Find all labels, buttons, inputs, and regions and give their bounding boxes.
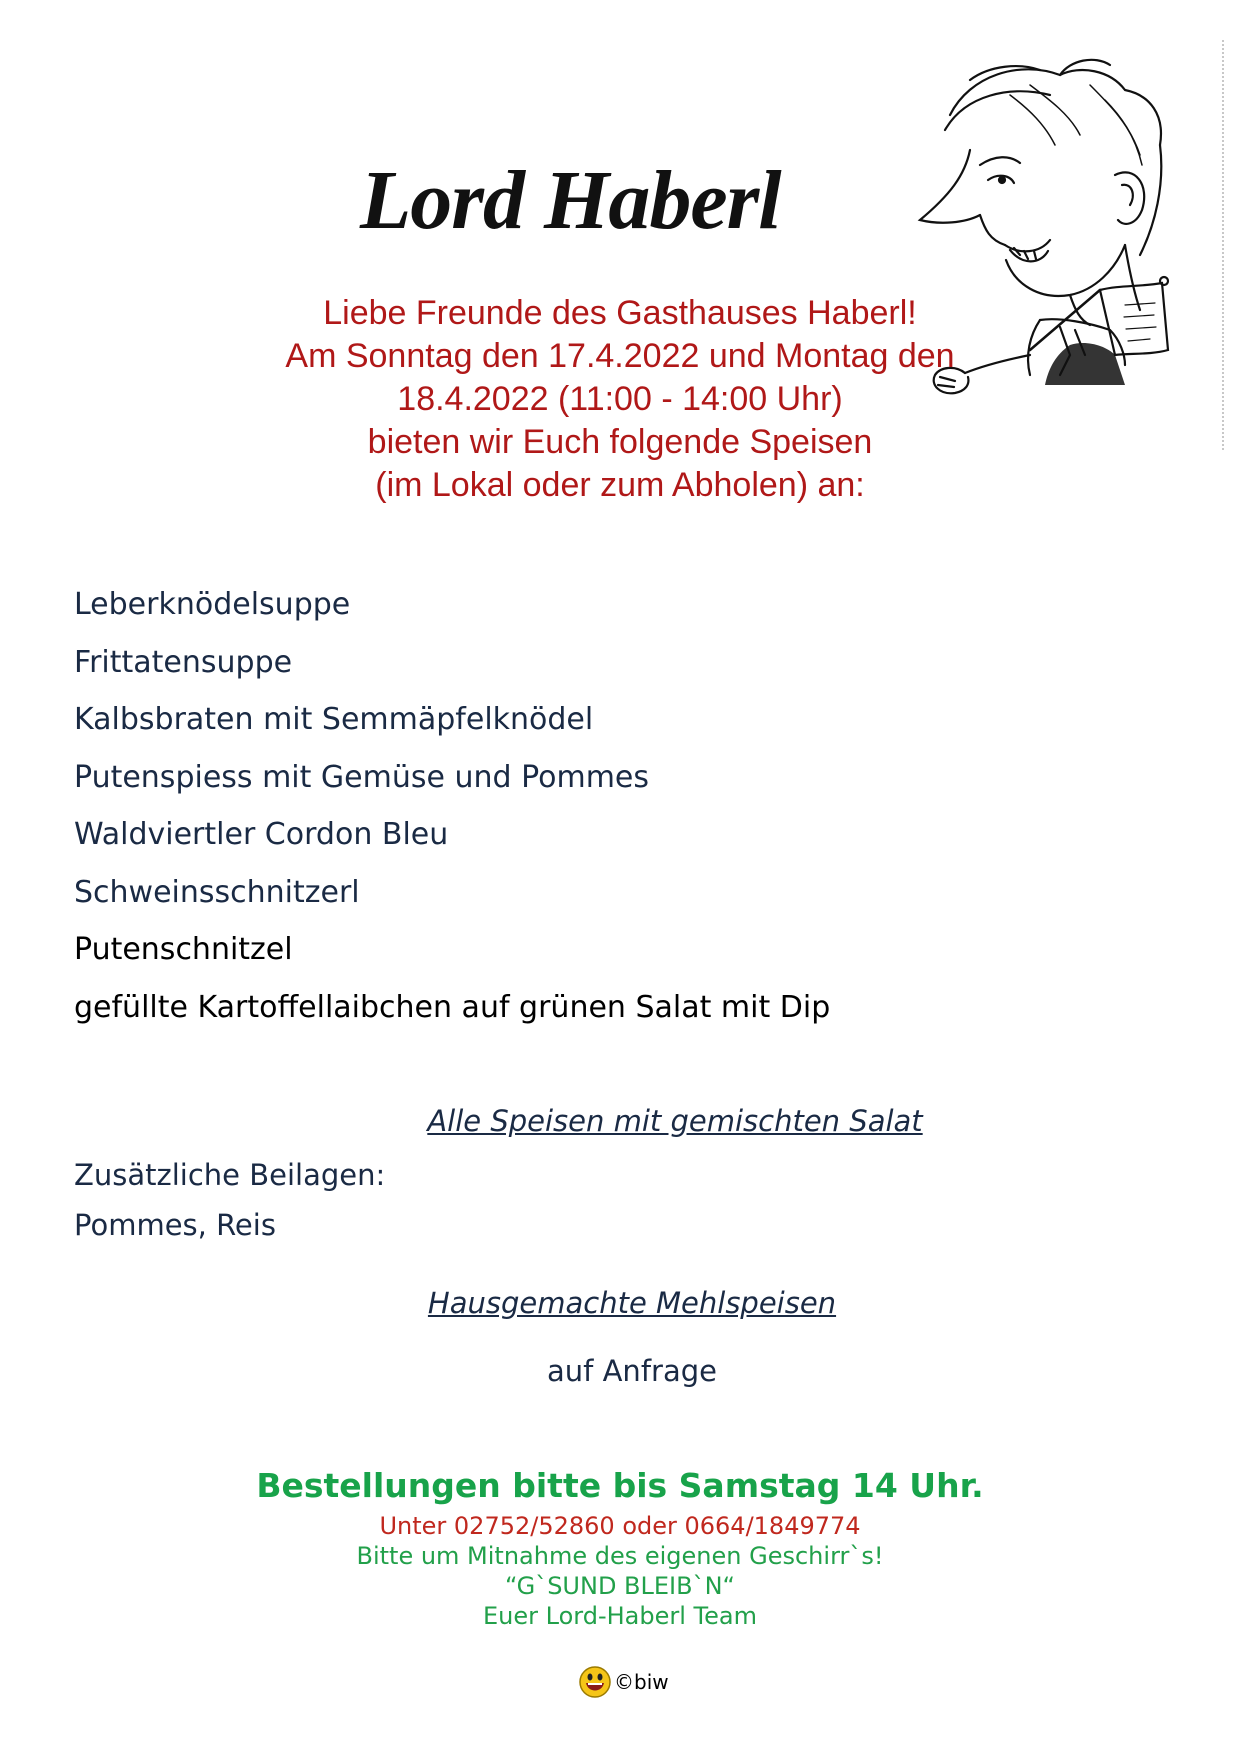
dishes-line: Bitte um Mitnahme des eigenen Geschirr`s! xyxy=(356,1542,884,1570)
menu-item: Kalbsbraten mit Semmäpfelknödel xyxy=(74,702,594,737)
intro-line: Am Sonntag den 17.4.2022 und Montag den xyxy=(285,337,955,375)
phone-line: Unter 02752/52860 oder 0664/1849774 xyxy=(379,1512,861,1540)
copyright: ©biw xyxy=(614,1670,669,1694)
menu-item: Schweinsschnitzerl xyxy=(74,874,360,910)
order-heading: Bestellungen bitte bis Samstag 14 Uhr. xyxy=(256,1466,984,1505)
sides-label: Zusätzliche Beilagen: xyxy=(74,1158,386,1192)
menu-item: Putenspiess mit Gemüse und Pommes xyxy=(74,759,650,795)
footer xyxy=(578,1665,669,1699)
menu-item: Waldviertler Cordon Bleu xyxy=(74,817,449,852)
slogan: “G`SUND BLEIB`N“ xyxy=(505,1572,735,1600)
menu-list xyxy=(74,576,830,1036)
intro-line: bieten wir Euch folgende Speisen xyxy=(367,423,873,461)
smiley-icon xyxy=(578,1665,612,1699)
page-edge-dots xyxy=(1222,40,1225,450)
logo-title: Lord Haberl xyxy=(360,154,781,247)
menu-item: Frittatensuppe xyxy=(74,644,293,680)
menu-item: Putenschnitzel xyxy=(74,932,293,967)
intro-line: Liebe Freunde des Gasthauses Haberl! xyxy=(323,294,917,332)
dessert-heading: Hausgemachte Mehlspeisen xyxy=(427,1286,837,1320)
signature: Euer Lord-Haberl Team xyxy=(483,1602,757,1630)
menu-item: gefüllte Kartoffellaibchen auf grünen Salat mit Dip xyxy=(74,989,831,1025)
salad-note: Alle Speisen mit gemischten Salat xyxy=(427,1104,923,1138)
menu-item: Leberknödelsuppe xyxy=(74,587,351,622)
intro-text xyxy=(230,292,1010,507)
intro-line: (im Lokal oder zum Abholen) an: xyxy=(375,466,865,504)
dessert-note: auf Anfrage xyxy=(547,1354,717,1388)
sides-list: Pommes, Reis xyxy=(74,1208,276,1242)
intro-line: 18.4.2022 (11:00 - 14:00 Uhr) xyxy=(397,380,843,418)
